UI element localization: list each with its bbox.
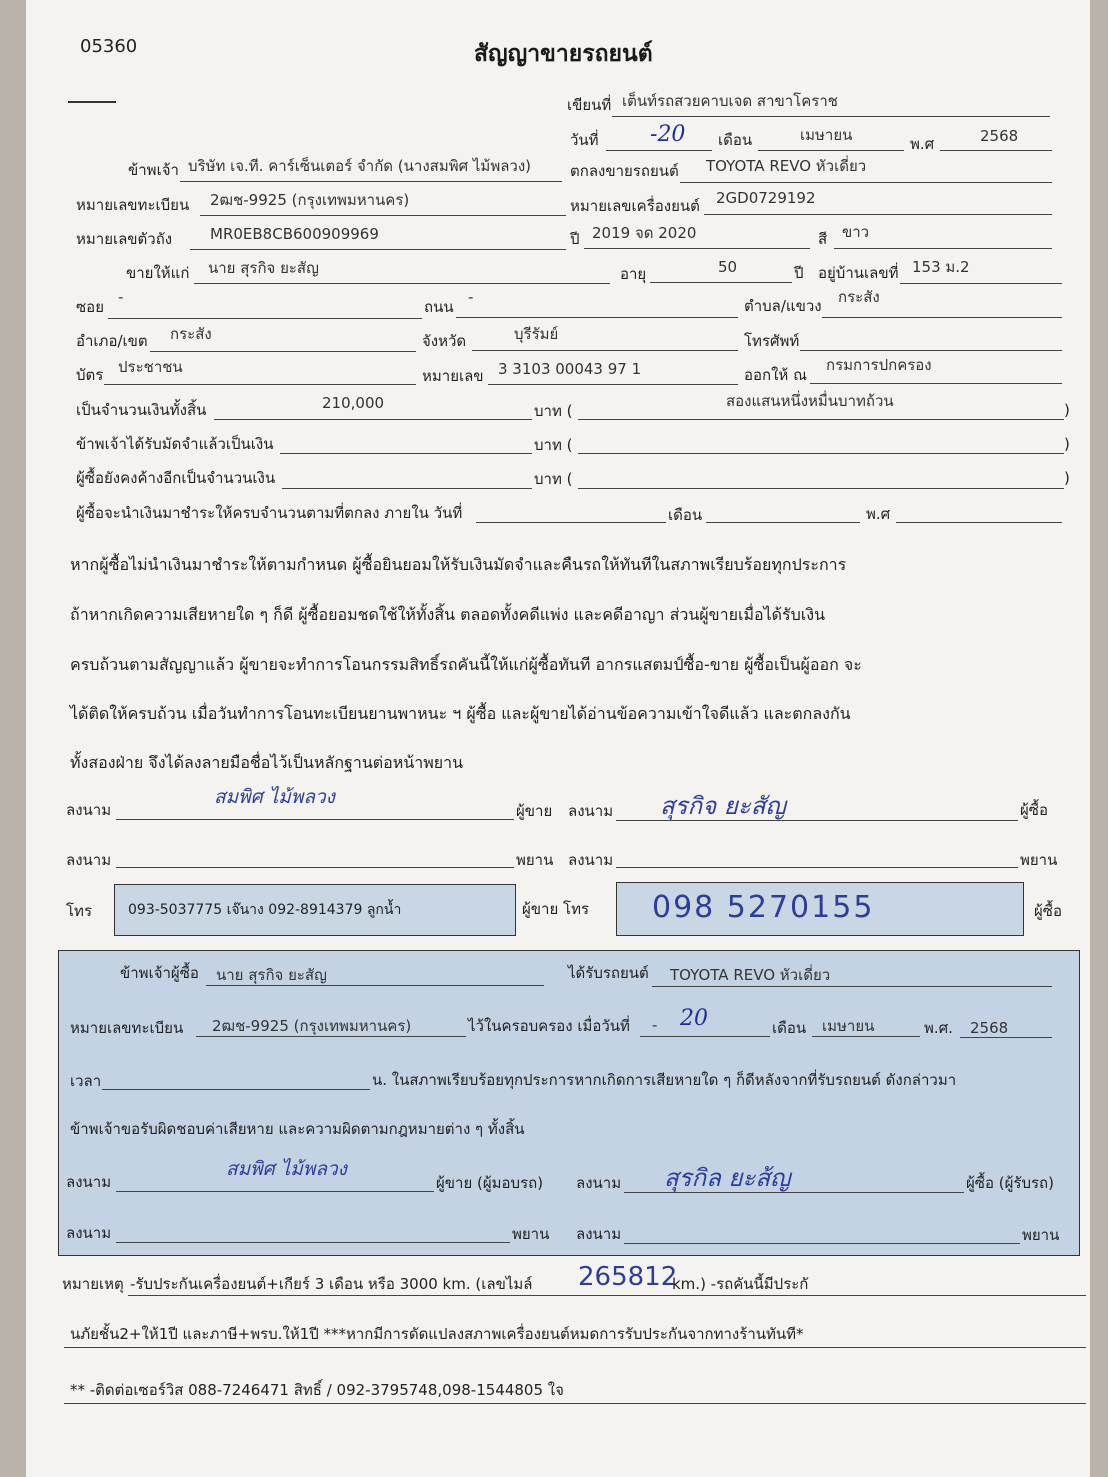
buyer-name-line bbox=[194, 283, 610, 284]
issued-line bbox=[810, 383, 1062, 384]
due-day-line bbox=[476, 522, 666, 523]
receipt-reg-label: หมายเลขทะเบียน bbox=[70, 1019, 184, 1037]
receipt-month-label: เดือน bbox=[772, 1019, 807, 1037]
number-line bbox=[488, 384, 738, 385]
chassis-value: MR0EB8CB600909969 bbox=[210, 225, 379, 243]
receipt-car-value: TOYOTA REVO หัวเดี่ยว bbox=[670, 966, 831, 984]
reg-line bbox=[200, 215, 566, 216]
receipt-be-label: พ.ศ. bbox=[924, 1019, 953, 1037]
total-close-paren: ) bbox=[1064, 401, 1070, 419]
phone-line bbox=[800, 350, 1062, 351]
receipt-date-dash: - bbox=[652, 1016, 658, 1034]
chassis-label: หมายเลขตัวถัง bbox=[76, 230, 173, 248]
engine-value: 2GD0729192 bbox=[716, 189, 816, 207]
engine-label: หมายเลขเครื่องยนต์ bbox=[570, 197, 700, 215]
receipt-witness-2-role: พยาน bbox=[1022, 1226, 1060, 1244]
color-label: สี bbox=[818, 230, 828, 248]
remarks-line-2: นภัยชั้น2+ให้1ปี และภาษี+พรบ.ให้1ปี ***หากมีการดัดแปลงสภาพเครื่องยนต์หมดการรับประกันจากทางร้านทันที* bbox=[70, 1325, 804, 1343]
receipt-possession-label: ไว้ในครอบครอง เมื่อวันที่ bbox=[468, 1017, 630, 1035]
sign-label-buyer: ลงนาม bbox=[568, 802, 614, 820]
be-label: พ.ศ bbox=[910, 135, 935, 153]
reg-value: 2ฒช-9925 (กรุงเทพมหานคร) bbox=[210, 191, 410, 209]
remarks-label: หมายเหตุ bbox=[62, 1275, 124, 1293]
deposit-close-paren: ) bbox=[1064, 435, 1070, 453]
receipt-time-label: เวลา bbox=[70, 1072, 102, 1090]
age-value: 50 bbox=[718, 258, 738, 276]
owing-close-paren: ) bbox=[1064, 469, 1070, 487]
total-words-line bbox=[578, 419, 1064, 420]
receipt-car-line bbox=[652, 986, 1052, 987]
amphoe-value: กระสัง bbox=[170, 325, 212, 343]
sign-label-witness-1: ลงนาม bbox=[66, 851, 112, 869]
remarks-line-2-rule bbox=[64, 1347, 1086, 1348]
witness-2-role: พยาน bbox=[1020, 851, 1058, 869]
receipt-sign-label-witness-1: ลงนาม bbox=[66, 1224, 112, 1242]
receipt-buyer-line bbox=[206, 985, 544, 986]
terms-line-2: ถ้าหากเกิดความเสียหายใด ๆ ก็ดี ผู้ซื้อยอมชดใช้ให้ทั้งสิ้น ตลอดทั้งคดีแพ่ง และคดีอาญา ส่วนผู้ขายเมื่อได้รับเงิน bbox=[70, 605, 826, 624]
seller-line bbox=[180, 181, 562, 182]
remarks-line-1b: km.) -รถคันนี้มีประกั bbox=[672, 1275, 809, 1293]
seller-role: ผู้ขาย bbox=[516, 802, 553, 820]
receipt-buyer-label: ข้าพเจ้าผู้ซื้อ bbox=[120, 964, 199, 982]
tambon-line bbox=[822, 317, 1062, 318]
receipt-seller-signature: สมพิศ ไม้พลวง bbox=[226, 1158, 347, 1180]
road-value: - bbox=[468, 288, 474, 306]
receipt-reg-value: 2ฒช-9925 (กรุงเทพมหานคร) bbox=[212, 1017, 412, 1035]
due-year-line bbox=[896, 522, 1062, 523]
receipt-received-label: ได้รับรถยนต์ bbox=[568, 964, 649, 982]
buyer-role: ผู้ซื้อ bbox=[1020, 801, 1048, 819]
owing-label: ผู้ซื้อยังคงค้างอีกเป็นจำนวนเงิน bbox=[76, 469, 276, 487]
deposit-label: ข้าพเจ้าได้รับมัดจำแล้วเป็นเงิน bbox=[76, 435, 274, 453]
owing-line bbox=[282, 488, 532, 489]
buyer-phone-role: ผู้ซื้อ bbox=[1034, 902, 1062, 920]
receipt-seller-role: ผู้ขาย (ผู้มอบรถ) bbox=[436, 1174, 544, 1192]
amphoe-label: อำเภอ/เขต bbox=[76, 332, 148, 350]
phone-label: โทร bbox=[66, 902, 93, 920]
written-at-label: เขียนที่ bbox=[567, 96, 612, 114]
amphoe-line bbox=[150, 351, 416, 352]
due-label: ผู้ซื้อจะนำเงินมาชำระให้ครบจำนวนตามที่ตกลง ภายใน วันที่ bbox=[76, 504, 463, 522]
age-label: อายุ bbox=[620, 265, 647, 283]
deposit-baht-label: บาท ( bbox=[534, 436, 573, 454]
road-line bbox=[456, 317, 738, 318]
color-value: ขาว bbox=[842, 223, 870, 241]
province-label: จังหวัด bbox=[422, 332, 467, 350]
house-value: 153 ม.2 bbox=[912, 258, 970, 276]
house-line bbox=[900, 283, 1062, 284]
seller-phone-text: 093-5037775 เจ๊นาง 092-8914379 ลูกน้ำ bbox=[128, 902, 402, 918]
buyer-phone-handwritten: 098 5270155 bbox=[652, 890, 875, 925]
number-value: 3 3103 00043 97 1 bbox=[498, 360, 642, 378]
road-label: ถนน bbox=[424, 298, 454, 316]
receipt-buyer-signature: สุรกิล ยะส้ญ bbox=[664, 1164, 791, 1192]
written-at-value: เต็นท์รถสวยคาบเจด สาขาโคราช bbox=[622, 92, 838, 110]
witness-1-line bbox=[116, 867, 514, 868]
receipt-seller-sign-line bbox=[116, 1191, 434, 1192]
due-month-label: เดือน bbox=[668, 506, 703, 524]
month-line bbox=[758, 150, 904, 151]
remarks-line-3: ** -ติดต่อเซอร์วิส 088-7246471 สิทธิ์ / 092-3795748,098-1544805 ใจ bbox=[70, 1381, 564, 1399]
model-year-line bbox=[584, 248, 810, 249]
soi-label: ซอย bbox=[76, 298, 104, 316]
remarks-mileage-handwritten: 265812 bbox=[578, 1262, 678, 1292]
issued-label: ออกให้ ณ bbox=[744, 366, 807, 384]
card-label: บัตร bbox=[76, 366, 104, 384]
chassis-line bbox=[190, 249, 566, 250]
total-baht-label: บาท ( bbox=[534, 402, 573, 420]
soi-value: - bbox=[118, 288, 124, 306]
buyer-name: นาย สุรกิจ ยะสัญ bbox=[208, 259, 319, 277]
receipt-liability: ข้าพเจ้าขอรับผิดชอบค่าเสียหาย และความผิดตามกฎหมายต่าง ๆ ทั้งสิ้น bbox=[70, 1120, 525, 1138]
receipt-date-handwritten: 20 bbox=[680, 1006, 708, 1031]
receipt-date-line bbox=[640, 1036, 770, 1037]
witness-2-line bbox=[616, 867, 1018, 868]
agree-label: ตกลงขายรถยนต์ bbox=[570, 162, 679, 180]
terms-line-3: ครบถ้วนตามสัญญาแล้ว ผู้ขายจะทำการโอนกรรมสิทธิ์รถคันนี้ให้แก่ผู้ซื้อทันที อากรแสตมป์ซื้อ-ขาย ผู้ซื้อเป็นผู้ออก จะ bbox=[70, 655, 862, 674]
owing-words-line bbox=[578, 488, 1064, 489]
seller-sign-line bbox=[116, 819, 514, 820]
receipt-witness-1-line bbox=[116, 1242, 510, 1243]
receipt-sign-label-buyer: ลงนาม bbox=[576, 1174, 622, 1192]
remarks-line-1-rule bbox=[128, 1295, 1086, 1296]
owing-baht-label: บาท ( bbox=[534, 470, 573, 488]
date-handwritten: -20 bbox=[650, 122, 686, 147]
buyer-signature: สุรกิจ ยะสัญ bbox=[660, 792, 786, 820]
date-label: วันที่ bbox=[570, 131, 599, 149]
color-line bbox=[834, 248, 1052, 249]
receipt-year-line bbox=[960, 1037, 1052, 1038]
receipt-after-time: น. ในสภาพเรียบร้อยทุกประการหากเกิดการเสียหายใด ๆ ก็ดีหลังจากที่รับรถยนต์ ดังกล่าวมา bbox=[372, 1071, 957, 1089]
seller-value: บริษัท เจ.ที. คาร์เซ็นเตอร์ จำกัด (นางสมพิศ ไม้พลวง) bbox=[188, 157, 531, 175]
short-rule bbox=[68, 101, 116, 103]
receipt-time-line bbox=[102, 1089, 370, 1090]
terms-line-4: ได้ติดให้ครบถ้วน เมื่อวันทำการโอนทะเบียนยานพาหนะ ฯ ผู้ซื้อ และผู้ขายได้อ่านข้อความเข้าใจดีแล้ว และตกลงกัน bbox=[70, 704, 851, 723]
receipt-year-value: 2568 bbox=[970, 1019, 1009, 1037]
sign-label-witness-2: ลงนาม bbox=[568, 851, 614, 869]
car-line bbox=[680, 182, 1052, 183]
engine-line bbox=[704, 214, 1052, 215]
age-unit: ปี bbox=[794, 264, 804, 282]
issued-value: กรมการปกครอง bbox=[826, 356, 932, 374]
receipt-witness-2-line bbox=[624, 1243, 1020, 1244]
seller-label: ข้าพเจ้า bbox=[128, 161, 179, 179]
written-at-line bbox=[612, 116, 1050, 117]
year-label: ปี bbox=[570, 230, 580, 248]
month-label: เดือน bbox=[718, 131, 753, 149]
receipt-witness-1-role: พยาน bbox=[512, 1225, 550, 1243]
receipt-reg-line bbox=[196, 1036, 466, 1037]
document-title: สัญญาขายรถยนต์ bbox=[474, 41, 653, 67]
terms-line-5: ทั้งสองฝ่าย จึงได้ลงลายมือชื่อไว้เป็นหลักฐานต่อหน้าพยาน bbox=[70, 753, 464, 772]
total-label: เป็นจำนวนเงินทั้งสิ้น bbox=[76, 401, 207, 419]
terms-line-1: หากผู้ซื้อไม่นำเงินมาชำระให้ตามกำหนด ผู้ซื้อยินยอมให้รับเงินมัดจำและคืนรถให้ทันทีในสภาพเรียบร้อยทุกประการ bbox=[70, 555, 847, 574]
total-line bbox=[214, 419, 532, 420]
total-value: 210,000 bbox=[322, 394, 385, 412]
house-label: อยู่บ้านเลขที่ bbox=[818, 264, 899, 282]
seller-signature: สมพิศ ไม้พลวง bbox=[214, 786, 335, 808]
car-value: TOYOTA REVO หัวเดี่ยว bbox=[706, 157, 867, 175]
receipt-sign-label-seller: ลงนาม bbox=[66, 1173, 112, 1191]
card-line bbox=[104, 384, 416, 385]
model-year-value: 2019 จด 2020 bbox=[592, 224, 697, 242]
card-value: ประชาชน bbox=[118, 358, 183, 376]
year-value: 2568 bbox=[980, 127, 1019, 145]
sign-label-seller: ลงนาม bbox=[66, 801, 112, 819]
tambon-label: ตำบล/แขวง bbox=[744, 297, 822, 315]
deposit-words-line bbox=[578, 453, 1064, 454]
province-value: บุรีรัมย์ bbox=[514, 325, 559, 343]
receipt-panel bbox=[58, 950, 1080, 1256]
year-line bbox=[940, 150, 1052, 151]
receipt-buyer-name: นาย สุรกิจ ยะสัญ bbox=[216, 966, 327, 984]
date-line bbox=[606, 150, 712, 151]
receipt-buyer-role: ผู้ซื้อ (ผู้รับรถ) bbox=[966, 1174, 1054, 1192]
age-line bbox=[650, 282, 792, 283]
total-words: สองแสนหนึ่งหมื่นบาทถ้วน bbox=[726, 392, 894, 410]
tambon-value: กระสัง bbox=[838, 288, 880, 306]
phone-label: โทรศัพท์ bbox=[744, 332, 800, 350]
remarks-line-1a: -รับประกันเครื่องยนต์+เกียร์ 3 เดือน หรือ 3000 km. (เลขไมล์ bbox=[130, 1275, 533, 1293]
document-number: 05360 bbox=[80, 36, 138, 57]
receipt-month-value: เมษายน bbox=[822, 1017, 875, 1035]
number-label: หมายเลข bbox=[422, 367, 484, 385]
province-line bbox=[472, 350, 738, 351]
soi-line bbox=[108, 318, 422, 319]
witness-1-role: พยาน bbox=[516, 851, 554, 869]
month-value: เมษายน bbox=[800, 126, 853, 144]
due-be-label: พ.ศ bbox=[866, 505, 891, 523]
receipt-sign-label-witness-2: ลงนาม bbox=[576, 1225, 622, 1243]
sell-to-label: ขายให้แก่ bbox=[126, 264, 190, 282]
remarks-line-3-rule bbox=[64, 1403, 1086, 1404]
deposit-line bbox=[280, 453, 532, 454]
seller-phone-role: ผู้ขาย โทร bbox=[522, 900, 590, 918]
receipt-month-line bbox=[812, 1036, 920, 1037]
due-month-line bbox=[706, 522, 860, 523]
reg-label: หมายเลขทะเบียน bbox=[76, 196, 190, 214]
